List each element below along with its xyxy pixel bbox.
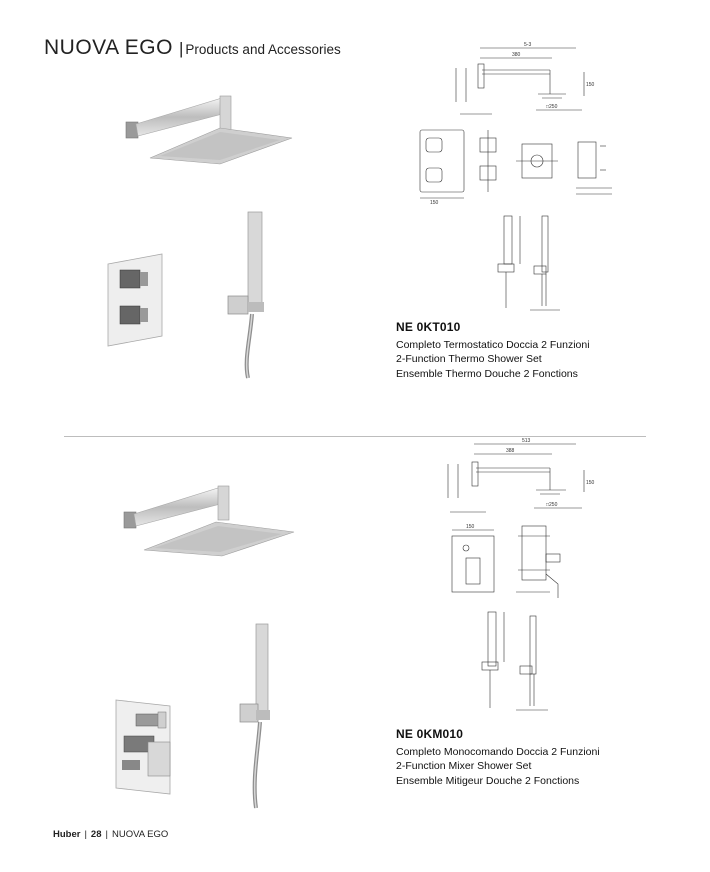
page-footer: Huber | 28 | NUOVA EGO xyxy=(53,829,169,840)
dim-drop-2: 150 xyxy=(586,480,595,486)
shower-head-image-1 xyxy=(120,92,300,164)
mixer-valve-image xyxy=(112,694,178,796)
dim-height-2: 150 xyxy=(466,524,475,530)
dim-head-2: □250 xyxy=(546,502,558,508)
technical-drawing-hand-shower-2 xyxy=(474,606,554,716)
product-caption-2 xyxy=(396,727,600,788)
product-caption-1 xyxy=(396,320,590,381)
technical-drawing-valve-2 xyxy=(446,518,576,606)
product-desc-it-1: Completo Termostatico Doccia 2 Funzioni xyxy=(396,338,590,351)
dim-total-1: 5-3 xyxy=(524,42,532,48)
product-desc-en-2: 2-Function Mixer Shower Set xyxy=(396,760,532,772)
dim-height-1: 150 xyxy=(430,200,439,206)
product-desc-it-2: Completo Monocomando Doccia 2 Funzioni xyxy=(396,745,600,758)
dim-arm-2: 388 xyxy=(506,448,515,454)
brand-title: NUOVA EGO xyxy=(44,36,173,59)
hand-shower-image-2 xyxy=(236,620,280,810)
product-desc-fr-2: Ensemble Mitigeur Douche 2 Fonctions xyxy=(396,774,580,787)
page-header xyxy=(44,36,341,60)
shower-head-image-2 xyxy=(118,482,300,556)
footer-brand: Huber xyxy=(53,829,81,840)
technical-drawing-hand-shower-1 xyxy=(494,212,574,316)
technical-drawing-head-2 xyxy=(434,436,594,520)
page-number: 28 xyxy=(90,829,102,840)
thermostat-valve-image xyxy=(106,250,168,350)
product-code-1: NE 0KT010 xyxy=(396,320,461,334)
product-desc-en-1: 2-Function Thermo Shower Set xyxy=(396,353,542,365)
hand-shower-image-1 xyxy=(226,210,274,380)
header-separator: | xyxy=(178,39,184,58)
header-subtitle: Products and Accessories xyxy=(185,42,341,57)
dim-drop-1: 150 xyxy=(586,82,595,88)
technical-drawing-valve-1 xyxy=(416,126,616,206)
product-code-2: NE 0KM010 xyxy=(396,727,464,741)
technical-drawing-head-1 xyxy=(442,42,595,122)
dim-head-1: □250 xyxy=(546,104,558,110)
dim-total-2: 513 xyxy=(522,438,531,444)
footer-section: NUOVA EGO xyxy=(111,829,169,840)
product-desc-fr-1: Ensemble Thermo Douche 2 Fonctions xyxy=(396,367,578,380)
dim-arm-1: 380 xyxy=(512,52,521,58)
